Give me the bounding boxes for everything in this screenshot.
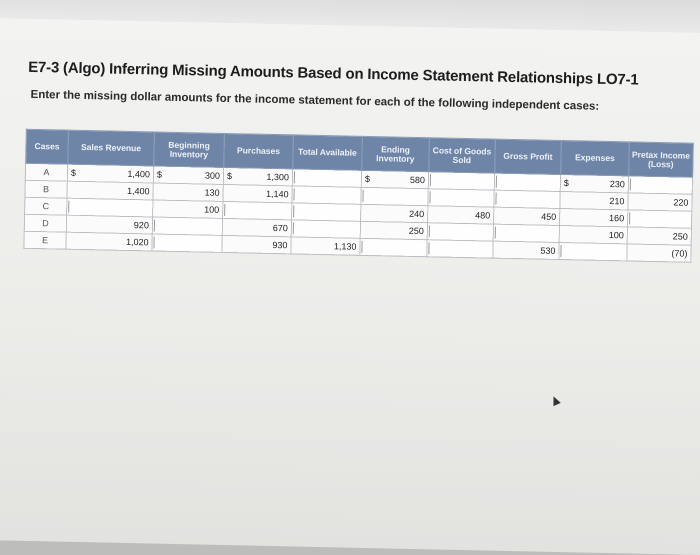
table-body — [24, 163, 693, 262]
page-title: E7-3 (Algo) Inferring Missing Amounts Based on Income Statement Relationships LO7-1 — [28, 58, 639, 89]
cell-end_inv — [360, 221, 427, 239]
input-gross[interactable] — [493, 224, 559, 242]
cell-value: 100 — [608, 230, 624, 241]
cell-value: 250 — [408, 225, 424, 237]
cell-purchases — [222, 235, 291, 253]
cell-value: 230 — [609, 179, 625, 190]
cell-pretax — [628, 193, 692, 211]
cell-value: 1,300 — [266, 171, 290, 183]
cell-value: (70) — [671, 248, 688, 259]
case-label: D — [24, 214, 66, 232]
input-gross[interactable] — [494, 173, 560, 191]
input-end_inv[interactable] — [361, 187, 428, 205]
col-header-purchases: Purchases — [224, 133, 294, 168]
col-header-sales-revenue: Sales Revenue — [68, 130, 155, 166]
cell-cogs — [428, 206, 494, 224]
cell-value: 1,400 — [127, 168, 151, 180]
col-header-pretax-income: Pretax Income (Loss) — [629, 142, 694, 177]
input-cogs[interactable] — [427, 223, 493, 241]
cell-end_inv — [361, 170, 428, 188]
cell-value: 1,130 — [333, 241, 357, 252]
cell-sales — [67, 164, 153, 183]
cell-value: 580 — [409, 174, 426, 186]
input-total[interactable] — [291, 220, 360, 238]
case-label: E — [24, 231, 66, 249]
col-header-cogs: Cost of Goods Sold — [429, 138, 496, 173]
cell-value: 930 — [272, 239, 288, 251]
input-expenses[interactable] — [559, 242, 627, 260]
cell-value: 210 — [609, 196, 625, 207]
cell-value: 530 — [540, 245, 556, 256]
cell-purchases — [222, 218, 291, 236]
case-label: A — [25, 163, 67, 181]
col-header-cases: Cases — [26, 129, 69, 164]
input-beg_inv[interactable] — [152, 234, 222, 252]
cell-value: 130 — [204, 187, 220, 198]
cell-value: 1,400 — [126, 185, 150, 197]
input-cogs[interactable] — [427, 240, 493, 258]
cell-beg_inv — [153, 166, 223, 184]
cell-value: 1,140 — [265, 188, 289, 200]
dollar-sign: $ — [156, 169, 163, 180]
col-header-ending-inventory: Ending Inventory — [362, 136, 430, 171]
cell-value: 920 — [133, 220, 150, 231]
cell-gross — [493, 241, 559, 259]
cell-beg_inv — [153, 200, 223, 218]
cell-expenses — [560, 191, 628, 209]
mouse-cursor-icon — [550, 395, 561, 406]
cell-purchases — [223, 167, 292, 185]
cell-value: 480 — [475, 210, 491, 221]
input-pretax[interactable] — [628, 176, 692, 194]
cell-value: 220 — [673, 197, 689, 208]
input-total[interactable] — [292, 169, 361, 187]
cell-value: 250 — [672, 231, 688, 242]
browser-top-bar — [0, 0, 700, 33]
cell-sales — [67, 181, 153, 200]
input-total[interactable] — [292, 203, 361, 221]
col-header-gross-profit: Gross Profit — [495, 139, 562, 174]
col-header-expenses: Expenses — [561, 140, 630, 175]
cell-purchases — [223, 184, 292, 202]
instructions-text: Enter the missing dollar amounts for the income statement for each of the following independent cases: — [30, 88, 600, 113]
income-statement-table — [23, 129, 693, 263]
cell-sales — [66, 215, 152, 234]
input-beg_inv[interactable] — [152, 217, 222, 235]
input-pretax[interactable] — [627, 210, 691, 228]
cell-value: 1,020 — [125, 236, 149, 248]
col-header-total-available: Total Available — [293, 135, 363, 170]
case-label: C — [25, 197, 67, 215]
cell-sales — [66, 232, 152, 251]
dollar-sign: $ — [563, 178, 569, 189]
cell-pretax — [627, 244, 691, 262]
case-label: B — [25, 180, 67, 198]
input-gross[interactable] — [494, 190, 560, 208]
input-sales[interactable] — [67, 198, 153, 217]
cell-value: 300 — [204, 170, 221, 181]
cell-expenses — [560, 174, 628, 192]
cell-value: 160 — [609, 213, 625, 224]
input-cogs[interactable] — [428, 189, 494, 207]
cell-total — [291, 237, 360, 255]
input-cogs[interactable] — [428, 172, 494, 190]
dollar-sign: $ — [70, 167, 77, 178]
cell-expenses — [559, 208, 627, 226]
input-purchases[interactable] — [223, 201, 292, 219]
cell-expenses — [559, 225, 627, 243]
dollar-sign: $ — [226, 171, 233, 182]
cell-beg_inv — [153, 183, 223, 201]
cell-value: 240 — [409, 208, 425, 220]
cell-pretax — [627, 227, 691, 245]
cell-value: 450 — [541, 211, 557, 222]
cell-value: 670 — [272, 222, 288, 234]
cell-gross — [493, 207, 559, 225]
input-end_inv[interactable] — [360, 238, 427, 256]
cell-end_inv — [361, 204, 428, 222]
dollar-sign: $ — [364, 173, 371, 184]
col-header-beginning-inventory: Beginning Inventory — [154, 132, 225, 167]
cell-value: 100 — [204, 204, 220, 215]
input-total[interactable] — [292, 186, 361, 204]
